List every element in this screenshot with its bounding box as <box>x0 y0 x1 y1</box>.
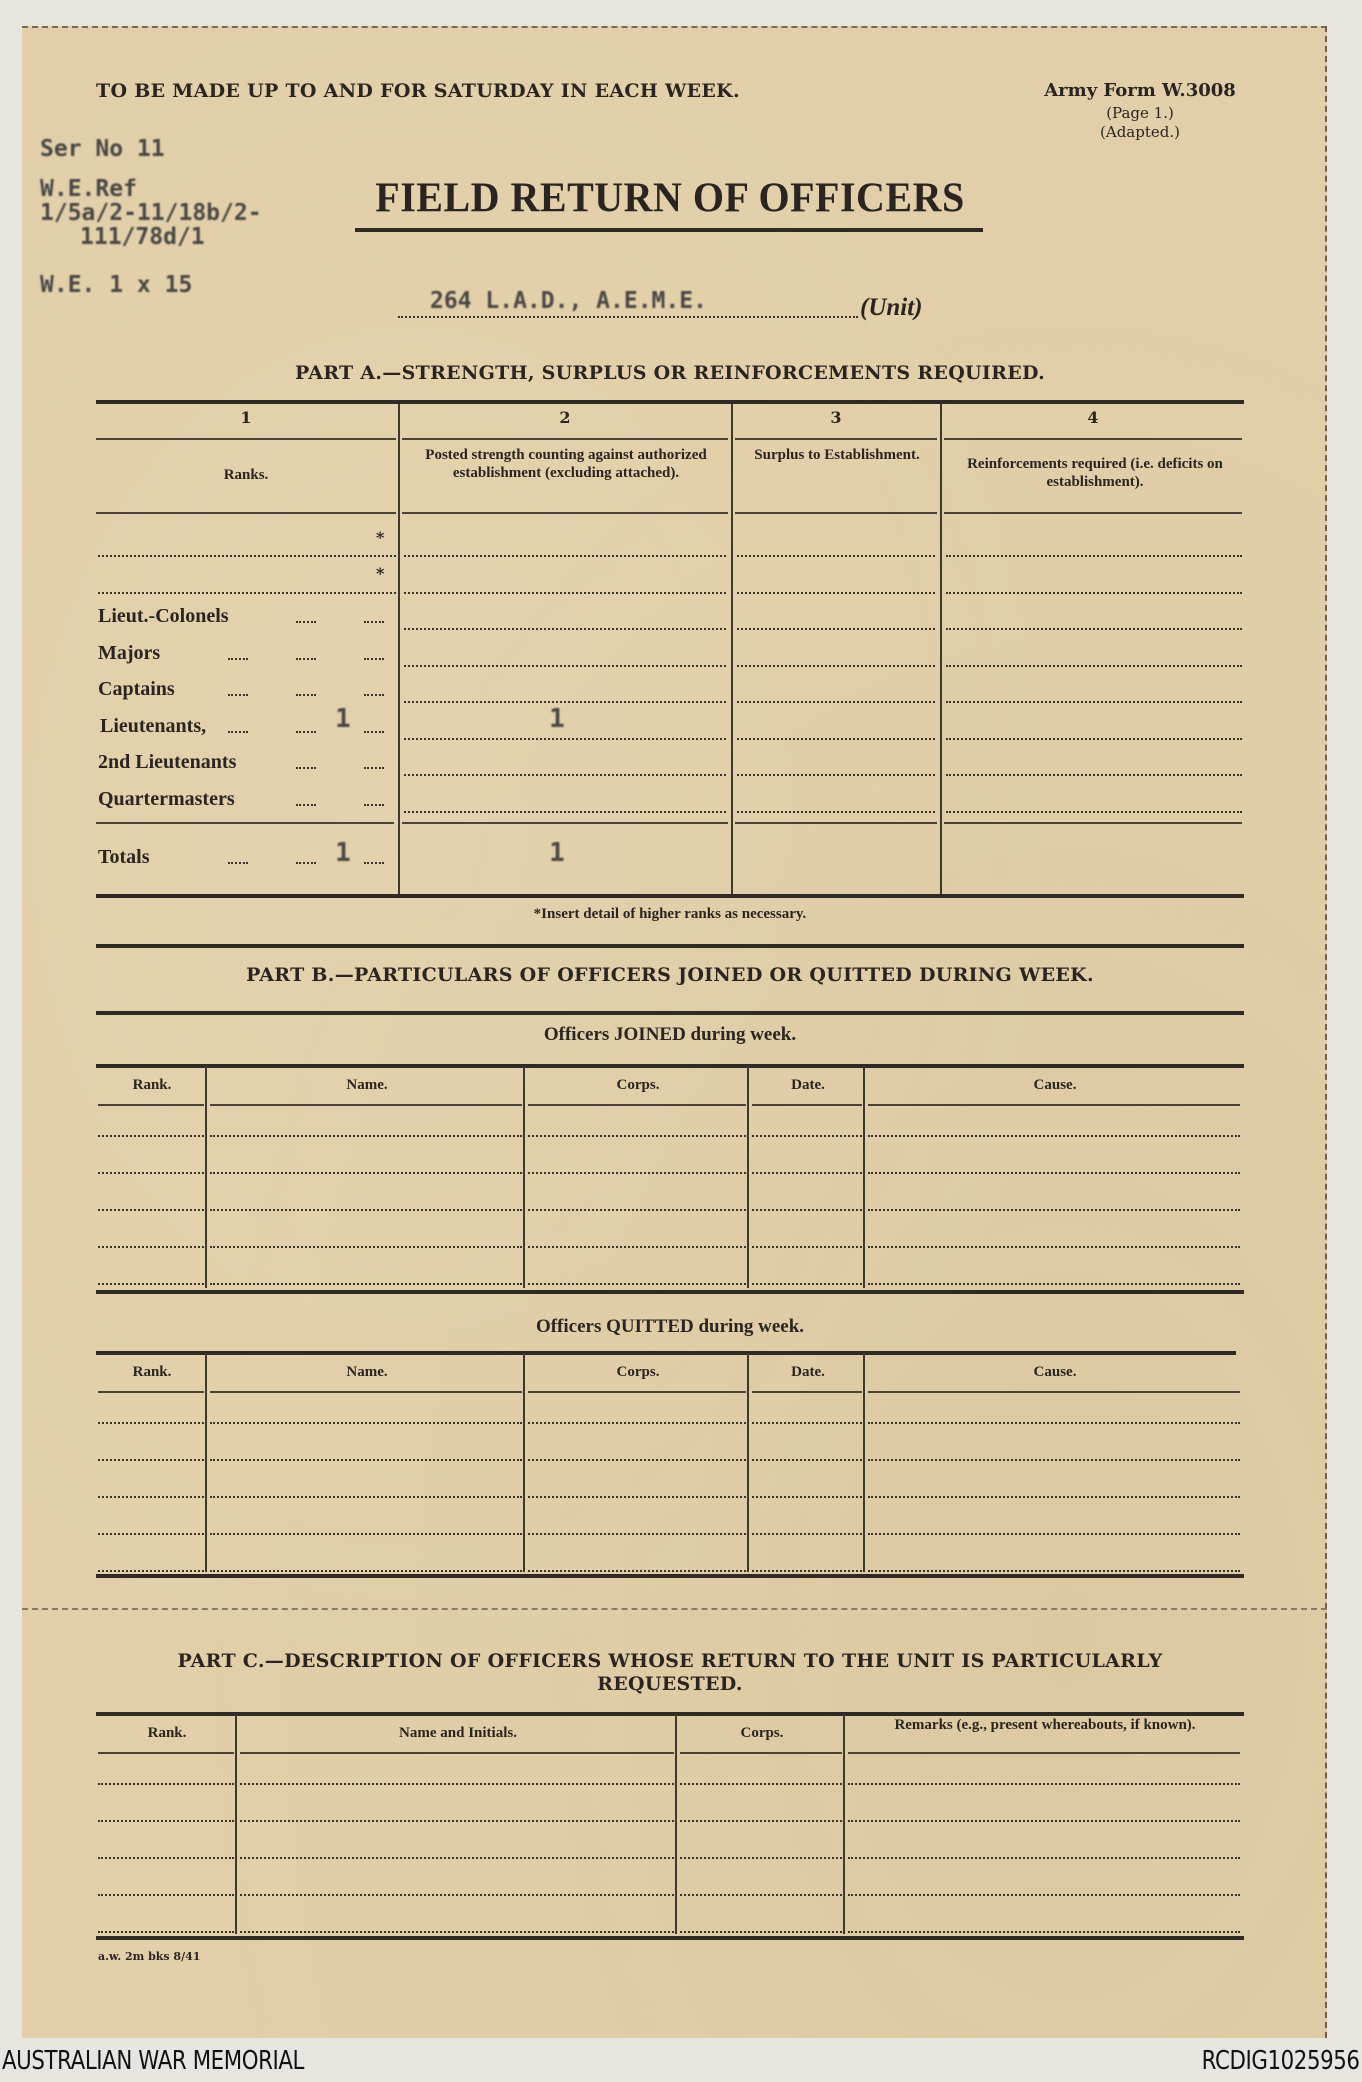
quitted-heading: Officers QUITTED during week. <box>535 1316 805 1337</box>
entry-dotted-line[interactable] <box>946 701 1242 703</box>
entry-dotted-line[interactable] <box>404 665 726 667</box>
partc-entry-line[interactable] <box>680 1894 842 1896</box>
col-divider <box>863 1066 865 1288</box>
entry-dotted-line[interactable] <box>737 811 935 813</box>
form-adapted: (Adapted.) <box>1100 123 1180 141</box>
part-a-heading: PART A.—STRENGTH, SURPLUS OR REINFORCEMENTS REQUIRED. <box>295 362 1045 384</box>
col-divider <box>675 1714 677 1934</box>
header-rule <box>402 512 728 514</box>
entry-dotted-line[interactable] <box>737 701 935 703</box>
part-a-top-rule <box>96 400 1244 404</box>
joined-column-header-4: Cause. <box>1033 1077 1077 1093</box>
joined-bottom-rule <box>96 1290 1244 1294</box>
joined-entry-line[interactable] <box>868 1172 1240 1174</box>
perforation-right <box>1325 26 1327 2038</box>
column-number-2: 2 <box>559 408 571 427</box>
entry-dotted-line[interactable] <box>98 592 396 594</box>
header-rule <box>528 1104 746 1106</box>
footnote: *Insert detail of higher ranks as necessary. <box>533 906 807 922</box>
joined-entry-line[interactable] <box>868 1246 1240 1248</box>
totals-establishment-value[interactable]: 1 <box>335 838 351 868</box>
part-c-heading-line2: REQUESTED. <box>597 1673 743 1695</box>
totals-rule <box>735 822 937 824</box>
partc-column-header-0: Rank. <box>147 1725 187 1741</box>
entry-dotted-line[interactable] <box>946 592 1242 594</box>
joined-entry-line[interactable] <box>210 1283 522 1285</box>
entry-dotted-line[interactable] <box>946 811 1242 813</box>
quitted-entry-line[interactable] <box>752 1496 862 1498</box>
leader-dots <box>296 804 316 806</box>
quitted-column-header-0: Rank. <box>132 1364 172 1380</box>
header-rule <box>96 512 396 514</box>
leader-dots <box>296 658 316 660</box>
partc-entry-line[interactable] <box>240 1820 674 1822</box>
header-rule <box>752 1104 862 1106</box>
joined-entry-line[interactable] <box>528 1209 746 1211</box>
col-divider <box>843 1714 845 1934</box>
leader-dots <box>364 804 384 806</box>
entry-dotted-line[interactable] <box>737 628 935 630</box>
partc-entry-line[interactable] <box>680 1857 842 1859</box>
partc-entry-line[interactable] <box>98 1857 234 1859</box>
joined-entry-line[interactable] <box>752 1172 862 1174</box>
joined-entry-line[interactable] <box>98 1135 204 1137</box>
joined-entry-line[interactable] <box>868 1209 1240 1211</box>
header-rule <box>98 1104 204 1106</box>
quitted-column-header-1: Name. <box>346 1364 388 1380</box>
entry-dotted-line[interactable] <box>946 628 1242 630</box>
quitted-entry-line[interactable] <box>528 1422 746 1424</box>
joined-entry-line[interactable] <box>752 1135 862 1137</box>
part-b-rule <box>96 1011 1244 1015</box>
part-c-bottom-rule <box>96 1936 1244 1940</box>
partc-entry-line[interactable] <box>680 1931 842 1933</box>
column-header-reinforcements: Reinforcements required (i.e. deficits on establishment). <box>967 456 1223 490</box>
entry-dotted-line[interactable] <box>737 738 935 740</box>
asterisk-marker: * <box>376 564 385 583</box>
partc-entry-line[interactable] <box>240 1783 674 1785</box>
column-number-4: 4 <box>1087 408 1099 427</box>
partc-entry-line[interactable] <box>848 1894 1240 1896</box>
leader-dots <box>296 862 316 864</box>
joined-entry-line[interactable] <box>98 1172 204 1174</box>
header-rule <box>868 1391 1240 1393</box>
col-divider <box>523 1066 525 1288</box>
joined-entry-line[interactable] <box>210 1135 522 1137</box>
leader-dots <box>228 658 248 660</box>
entry-dotted-line[interactable] <box>946 665 1242 667</box>
quitted-entry-line[interactable] <box>868 1422 1240 1424</box>
joined-entry-line[interactable] <box>868 1135 1240 1137</box>
partc-entry-line[interactable] <box>98 1894 234 1896</box>
form-page: (Page 1.) <box>1106 104 1174 122</box>
form-number: Army Form W.3008 <box>1044 80 1236 101</box>
partc-column-header-2: Corps. <box>740 1725 784 1741</box>
quitted-entry-line[interactable] <box>868 1459 1240 1461</box>
quitted-entry-line[interactable] <box>752 1459 862 1461</box>
rank-captains: Captains <box>98 678 175 700</box>
col-divider <box>398 404 400 894</box>
unit-label: (Unit) <box>860 294 923 321</box>
joined-entry-line[interactable] <box>528 1283 746 1285</box>
quitted-entry-line[interactable] <box>752 1422 862 1424</box>
header-rule <box>868 1104 1240 1106</box>
rank-2nd-lieutenants: 2nd Lieutenants <box>98 751 237 773</box>
leader-dots <box>364 694 384 696</box>
totals-rule <box>402 822 728 824</box>
title-underline <box>355 228 983 232</box>
header-rule <box>848 1752 1240 1754</box>
we-ref-line1: 1/5a/2-11/18b/2- <box>40 200 262 226</box>
quitted-entry-line[interactable] <box>528 1496 746 1498</box>
entry-dotted-line[interactable] <box>737 592 935 594</box>
partc-entry-line[interactable] <box>240 1857 674 1859</box>
joined-entry-line[interactable] <box>752 1283 862 1285</box>
header-rule <box>98 1391 204 1393</box>
entry-dotted-line[interactable] <box>946 738 1242 740</box>
quitted-entry-line[interactable] <box>210 1422 522 1424</box>
partc-entry-line[interactable] <box>848 1783 1240 1785</box>
joined-heading: Officers JOINED during week. <box>543 1024 797 1045</box>
leader-dots <box>364 658 384 660</box>
quitted-entry-line[interactable] <box>210 1570 522 1572</box>
leader-dots <box>296 767 316 769</box>
quitted-column-header-2: Corps. <box>616 1364 660 1380</box>
entry-dotted-line[interactable] <box>404 592 726 594</box>
leader-dots <box>228 731 248 733</box>
we-ref-line2: 111/78d/1 <box>80 224 205 250</box>
page-title: FIELD RETURN OF OFFICERS <box>375 173 965 222</box>
quitted-entry-line[interactable] <box>528 1533 746 1535</box>
col-divider <box>523 1353 525 1572</box>
header-rule <box>944 512 1242 514</box>
archive-item-id: RCDIG1025956 <box>1202 2046 1360 2076</box>
column-header-surplus: Surplus to Establishment. <box>754 447 920 463</box>
entry-dotted-line[interactable] <box>404 628 726 630</box>
column-number-3: 3 <box>830 408 842 427</box>
header-rule <box>96 438 396 440</box>
entry-dotted-line[interactable] <box>404 811 726 813</box>
col-divider <box>940 404 942 894</box>
partc-entry-line[interactable] <box>98 1931 234 1933</box>
partc-entry-line[interactable] <box>98 1820 234 1822</box>
col-divider <box>731 404 733 894</box>
serial-number: Ser No 11 <box>40 136 165 162</box>
entry-dotted-line[interactable] <box>98 555 396 557</box>
joined-entry-line[interactable] <box>98 1246 204 1248</box>
quitted-entry-line[interactable] <box>210 1496 522 1498</box>
entry-dotted-line[interactable] <box>404 555 726 557</box>
col-divider <box>235 1714 237 1934</box>
part-b-heading: PART B.—PARTICULARS OF OFFICERS JOINED OR QUITTED DURING WEEK. <box>246 964 1094 986</box>
partc-entry-line[interactable] <box>680 1783 842 1785</box>
quitted-entry-line[interactable] <box>752 1570 862 1572</box>
quitted-entry-line[interactable] <box>868 1496 1240 1498</box>
leader-dots <box>228 694 248 696</box>
quitted-entry-line[interactable] <box>752 1533 862 1535</box>
quitted-entry-line[interactable] <box>98 1459 204 1461</box>
quitted-entry-line[interactable] <box>210 1533 522 1535</box>
header-rule <box>210 1104 522 1106</box>
joined-column-header-3: Date. <box>791 1077 825 1093</box>
leader-dots <box>364 621 384 623</box>
rank-majors: Majors <box>98 642 161 664</box>
partc-entry-line[interactable] <box>848 1857 1240 1859</box>
joined-entry-line[interactable] <box>98 1209 204 1211</box>
quitted-entry-line[interactable] <box>528 1570 746 1572</box>
quitted-entry-line[interactable] <box>210 1459 522 1461</box>
entry-dotted-line[interactable] <box>737 774 935 776</box>
quitted-entry-line[interactable] <box>868 1570 1240 1572</box>
joined-entry-line[interactable] <box>98 1283 204 1285</box>
totals-rule <box>944 822 1242 824</box>
column-header-posted: Posted strength counting against authorized establishment (excluding attached). <box>425 447 707 481</box>
unit-field-line <box>398 316 858 318</box>
unit-value[interactable]: 264 L.A.D., A.E.M.E. <box>430 288 707 314</box>
partc-entry-line[interactable] <box>240 1931 674 1933</box>
archive-institution: AUSTRALIAN WAR MEMORIAL <box>2 2046 305 2076</box>
header-rule <box>735 438 937 440</box>
col-divider <box>747 1066 749 1288</box>
entry-dotted-line[interactable] <box>404 774 726 776</box>
quitted-entry-line[interactable] <box>98 1533 204 1535</box>
quitted-column-header-4: Cause. <box>1033 1364 1077 1380</box>
printer-mark: a.w. 2m bks 8/41 <box>98 1950 201 1963</box>
leader-dots <box>364 862 384 864</box>
quitted-entry-line[interactable] <box>868 1533 1240 1535</box>
quitted-entry-line[interactable] <box>98 1422 204 1424</box>
quitted-entry-line[interactable] <box>98 1496 204 1498</box>
leader-dots <box>364 767 384 769</box>
joined-entry-line[interactable] <box>528 1135 746 1137</box>
lieutenants-establishment-value[interactable]: 1 <box>335 704 351 734</box>
leader-dots <box>296 694 316 696</box>
partc-column-header-3: Remarks (e.g., present whereabouts, if known). <box>894 1717 1196 1733</box>
joined-column-header-1: Name. <box>346 1077 388 1093</box>
entry-dotted-line[interactable] <box>946 774 1242 776</box>
perforation-tear-line <box>22 1608 1327 1610</box>
partc-entry-line[interactable] <box>848 1820 1240 1822</box>
header-rule <box>528 1391 746 1393</box>
instruction-text: TO BE MADE UP TO AND FOR SATURDAY IN EACH WEEK. <box>96 80 740 102</box>
entry-dotted-line[interactable] <box>404 738 726 740</box>
joined-entry-line[interactable] <box>528 1172 746 1174</box>
quitted-column-header-3: Date. <box>791 1364 825 1380</box>
header-rule <box>240 1752 674 1754</box>
totals-rule <box>96 822 394 824</box>
leader-dots <box>364 731 384 733</box>
rank-lieutenants: Lieutenants, <box>100 715 207 737</box>
rank-lieut-colonels: Lieut.-Colonels <box>98 605 229 627</box>
leader-dots <box>296 731 316 733</box>
part-b-top-rule <box>96 944 1244 948</box>
joined-entry-line[interactable] <box>210 1246 522 1248</box>
header-rule <box>402 438 728 440</box>
header-rule <box>944 438 1242 440</box>
leader-dots <box>296 621 316 623</box>
entry-dotted-line[interactable] <box>946 555 1242 557</box>
totals-label: Totals <box>98 846 150 868</box>
joined-top-rule <box>96 1064 1244 1068</box>
joined-entry-line[interactable] <box>752 1209 862 1211</box>
col-divider <box>205 1066 207 1288</box>
column-number-1: 1 <box>240 408 252 427</box>
header-rule <box>210 1391 522 1393</box>
joined-entry-line[interactable] <box>210 1209 522 1211</box>
header-rule <box>680 1752 842 1754</box>
lieutenants-posted-value[interactable]: 1 <box>549 704 565 734</box>
quitted-entry-line[interactable] <box>528 1459 746 1461</box>
totals-posted-value[interactable]: 1 <box>549 838 565 868</box>
part-c-heading-line1: PART C.—DESCRIPTION OF OFFICERS WHOSE RETURN TO THE UNIT IS PARTICULARLY <box>177 1650 1163 1672</box>
header-rule <box>752 1391 862 1393</box>
entry-dotted-line[interactable] <box>737 555 935 557</box>
joined-entry-line[interactable] <box>528 1246 746 1248</box>
header-rule <box>98 1752 234 1754</box>
joined-column-header-2: Corps. <box>616 1077 660 1093</box>
entry-dotted-line[interactable] <box>404 701 726 703</box>
partc-entry-line[interactable] <box>98 1783 234 1785</box>
we-scale: W.E. 1 x 15 <box>40 272 193 298</box>
col-divider <box>747 1353 749 1572</box>
joined-entry-line[interactable] <box>868 1283 1240 1285</box>
part-a-bottom-rule <box>96 894 1244 898</box>
joined-entry-line[interactable] <box>210 1172 522 1174</box>
col-divider <box>205 1353 207 1572</box>
rank-quartermasters: Quartermasters <box>98 788 235 810</box>
joined-column-header-0: Rank. <box>132 1077 172 1093</box>
quitted-top-rule <box>96 1351 1236 1355</box>
partc-column-header-1: Name and Initials. <box>399 1725 517 1741</box>
entry-dotted-line[interactable] <box>737 665 935 667</box>
partc-entry-line[interactable] <box>680 1820 842 1822</box>
header-rule <box>735 512 937 514</box>
column-header-ranks: Ranks. <box>223 467 269 483</box>
col-divider <box>863 1353 865 1572</box>
joined-entry-line[interactable] <box>752 1246 862 1248</box>
asterisk-marker: * <box>376 528 385 547</box>
leader-dots <box>228 862 248 864</box>
partc-entry-line[interactable] <box>848 1931 1240 1933</box>
partc-entry-line[interactable] <box>240 1894 674 1896</box>
we-ref-label: W.E.Ref <box>40 176 137 202</box>
quitted-bottom-rule <box>96 1574 1244 1578</box>
quitted-entry-line[interactable] <box>98 1570 204 1572</box>
